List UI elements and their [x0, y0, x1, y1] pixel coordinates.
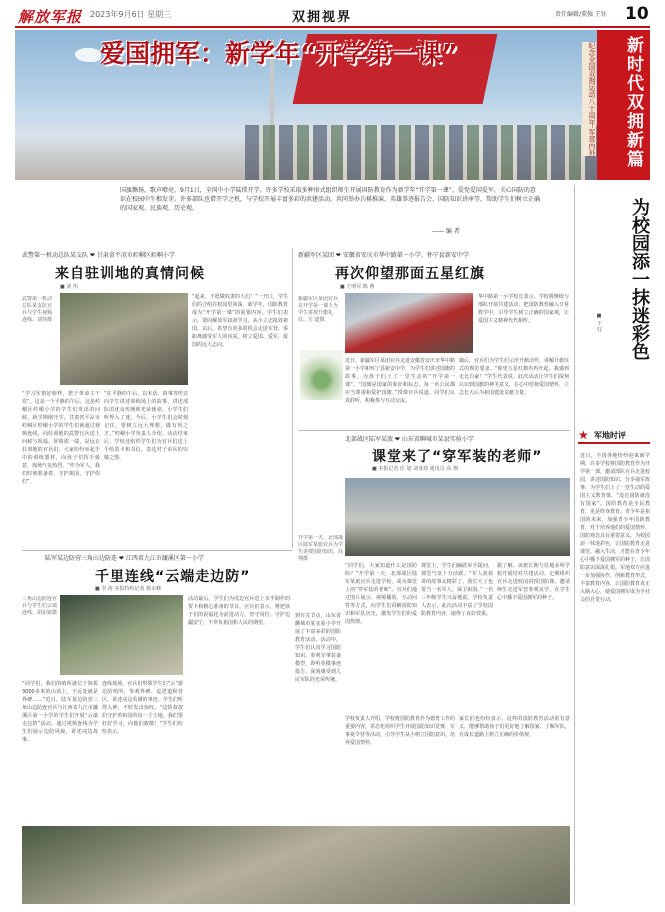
- article-photo: [60, 293, 188, 385]
- article-body: 连线现场，官兵们带领学生们“云”游边防哨所，参观界碑、巡逻道和营区，讲述戍边英雄的事迹。学生们听得入神，不时发出惊叹。“边防叔叔们守护着祖国的每一寸土地，我们要好好学习，向他们致敬！”学生们纷纷表示。: [102, 681, 183, 735]
- article-title: 再次仰望那面五星红旗: [335, 266, 485, 282]
- bottom-photo: [22, 826, 570, 904]
- article-title: 千里连线“云端走边防”: [95, 569, 251, 585]
- commentary-column-title: 军地时评: [578, 430, 650, 444]
- column-divider: [574, 185, 575, 905]
- article-photo: [345, 478, 570, 556]
- page-number: 10: [625, 4, 649, 24]
- editor-credit: 责任编辑/董强 王钰: [555, 11, 607, 18]
- article-byline: ■ 王明军 陈 燕: [340, 284, 375, 290]
- article-body: “学习军情好榜样，您于革命主干党”。这是一个平静的午后，这是崆峒区崆峒小学的学生们发出的问候。新学期刚开学，甘肃省平凉市崆峒区崆峒小学的学生们就通过视频连线，向驻训地的武警官兵送上问候与祝福。屏幕那一端，是远在驻训地的官兵们，大家纷纷举起手中的训练器材，向孩子们挥手致意，现场气氛热烈。“作为军人，我们时刻准备着，守护祖国，守护你们”。: [22, 391, 100, 485]
- article-body: 家长们也纷纷表示，这样的国防教育活动很有意义，能够帮助孩子们更好地了解国家、了解军队，在成长道路上树立正确的价值观。: [459, 716, 570, 738]
- article-body: “起来，不愿做奴隶的人们！”一开口，学生们的合唱在校园里回荡。新学年，国防教育成为“开学第一课”的重要内容，学生们表示，要向解放军叔叔学习，从小立志报效祖国。以后，希望有更多的机会走进军营，零距离感受军人的风采，树立爱国、爱军、报国的远大志向。: [192, 294, 288, 348]
- article-body: 随后，官兵们为学生们示范升旗动作，讲解升旗仪式的规范要求。“仰望五星红旗冉冉升起，我感到无比自豪！”学生代表说。此次活动让学生们深刻认识到国旗的神圣意义，在心中厚植爱国情怀，立志长大后为祖国建设贡献力量。: [459, 358, 569, 396]
- lotus-image: [300, 350, 343, 400]
- article-kicker: 武警第一机动总队某支队 ❤ 甘肃省平凉市崆峒区崆峒小学: [22, 252, 175, 259]
- article-body: 华中路第一小学校长表示，学校将继续与部队开展共建活动，把国防教育融入日常教学中，引导学生树立正确的国家观，让爱国主义精神代代相传。: [478, 294, 569, 324]
- article-kicker: 新疆军区某团 ❤ 安徽省安庆市华中路第一小学、怀宁县新安中学: [298, 252, 469, 259]
- star-icon: ★: [578, 428, 589, 442]
- photo-caption: 新疆军区某团官兵在开学第一课上为学生讲授升旗礼仪。方 道摄: [298, 296, 338, 323]
- photo-caption: 武警第一机动总队某支队官兵与学生视频连线。刘伟摄: [22, 296, 53, 323]
- series-title-box: [597, 30, 650, 180]
- article-byline: ■ 本报记者 任 旭 刘亚琦 通讯员 高 翔: [372, 466, 458, 472]
- article-body: 近日，新疆军区某团官兵走进安徽省安庆市华中路第一小学和怀宁县新安中学，为学生们讲述国旗的故事，为孩子们上了一堂生动的“开学第一课”。“国旗是国家的象征和标志，每一名公民都应当尊重和爱护国旗。”授课官兵说道。同学们认真聆听，积极参与互动交流。: [345, 358, 455, 404]
- article-photo: [345, 293, 473, 353]
- editor-note: 国旗飘扬，歌声嘹亮。9月1日，全国中小学陆续开学。许多学校采取多种形式组织师生开展国防教育作为新学年“开学第一课”。爱党爱国爱军，关心国防的意识在校园中生根发芽。许多部队也借开学之机，与学校开展丰富多彩的共建活动，共同举办兵棋推演、英雄事迹报告会、国防知识讲座等，帮助学生们树立正确的国家观、民族观、历史观。: [120, 187, 541, 212]
- commentary-title: 为校园添一抹迷彩色: [629, 198, 650, 360]
- article-body: “同学们，我们的哨所就位于海拔3000多米的山顶上，不远处就是界碑……”近日，陆军某边防营三角山边防连官兵与江西省九江市濂溪区第一小学的学生们开展“云端走边防”活动，通过视频连线为学生们展示边防风貌，讲述戍边故事。: [22, 681, 98, 743]
- article-body: 据了解，该旅长期与驻地多所学校开展结对共建活动，定期组织官兵走进校园讲授国防课，邀请师生走进军营参观见学，在学生心中播下爱国拥军的种子。: [497, 563, 570, 601]
- dove-icon: [75, 48, 101, 62]
- article-byline: ■ 刘 伟: [60, 284, 78, 290]
- article-body: 活动最后，学生们为戍边官兵送上亲手制作的贺卡和精心准备的节目。官兵们表示，将把孩子们的祝福化为前进动力，坚守岗位，守护边疆安宁，不辜负祖国和人民的期望。: [188, 596, 290, 626]
- header-rule: [15, 26, 650, 28]
- photo-caption: 开学第一天，北部战区陆军某旅官兵为学生讲授国防知识。高翔摄: [298, 535, 344, 562]
- editor-note-signature: —— 编 者: [432, 228, 460, 235]
- newspaper-logo: 解放军报: [18, 8, 83, 26]
- article-kicker: 北部战区陆军某旅 ❤ 山东省聊城市某县实验小学: [345, 436, 474, 443]
- article-body: 学校负责人介绍，学校将国防教育作为德育工作的重要内容，常态化组织学生开展国防知识竞赛、军事夏令营等活动，引导学生从小树立国防意识，培养爱国情怀。: [345, 716, 455, 746]
- section-divider: [22, 550, 292, 551]
- article-title: 课堂来了“穿军装的老师”: [372, 449, 543, 465]
- photo-caption: 三角山边防连官兵与学生们云端连线。胡东铭摄: [22, 596, 58, 616]
- article-title: 来自驻训地的真情问候: [55, 266, 205, 282]
- section-divider: [298, 430, 570, 431]
- column-divider: [292, 248, 293, 548]
- article-body: “在平静的午后，以本话、故事等形式向学生讲述训练场上的故事，讲述部队的优良传统和光荣使命，小学生们听得入了迷。今后，小学生们会时刻记住，要树立远大理想，做有用之才。”崆峒小学负责人介绍，活动结束后，学校还组织学生们为官兵们送上手绘贺卡和书信，表达对子弟兵的崇敬之情。: [104, 391, 188, 461]
- issue-date: 2023年9月6日 星期三: [90, 10, 172, 19]
- article-body: 课堂上，学生们踊跃举手提问，课堂气氛十分活跃。“军人叔叔讲的故事太精彩了，我长大了也要当一名军人，保卫祖国。”一名三年级学生兴奋地说。学校负责人表示，此次活动丰富了学校国防教育内容，取得了良好效果。: [421, 563, 493, 617]
- commentary-body: 近日，全国各地纷纷迎来新学期。许多学校将国防教育作为开学第一课，邀请部队官兵走进校园，讲述国防知识、分享强军故事，为学生们上了一堂生动的爱国主义教育课。“没有国防就没有国家”。国防教育是全民教育，更是终身教育。青少年是祖国的未来，加强青少年国防教育，对于培养他们的爱国情怀、国防观念具有重要意义。为校园添一抹迷彩色，让国防教育走进课堂、融入生活，才能在青少年心中播下爱国拥军的种子，让国防意识深深扎根。军地双方应进一步加强协作，创新教育形式，丰富教育内容，让国防教育真正入脑入心，使爱国拥军成为全社会的自觉行动。: [580, 453, 650, 603]
- section-title: 双拥视界: [292, 10, 353, 25]
- banner-title: 爱国拥军：新学年“开学第一课”: [100, 39, 458, 68]
- commentary-byline: ■ 王 钰: [596, 313, 602, 333]
- article-body: 到有关节点，山东省聊城市某实验小学开展了丰富多彩的国防教育活动。活动中，学生们认真学习国防知识，参观军事装备模型，聆听英模事迹报告，深刻感受到人民军队的光荣传统。: [295, 613, 341, 683]
- series-title: 新时代双拥新篇: [623, 36, 643, 169]
- article-body: “同学们，大家知道什么是国防吗？”开学第一天，北部战区陆军某旅官兵走进学校，成为课堂上的“穿军装的老师”。官兵们通过图片展示、视频播放、互动问答等方式，向学生们讲解国防知识和军队历史，激发学生们的爱国热情。: [345, 563, 417, 625]
- series-subtitle: 纪念全国双拥运动八十周年·军营内外: [582, 42, 596, 156]
- article-kicker: 陆军某边防营三角山边防连 ❤ 江西省九江市濂溪区第一小学: [45, 555, 204, 562]
- students-image: [245, 125, 625, 180]
- article-byline: ■ 李 涛 本报特约记者 蔡永峰: [95, 586, 162, 592]
- article-photo: [60, 595, 183, 675]
